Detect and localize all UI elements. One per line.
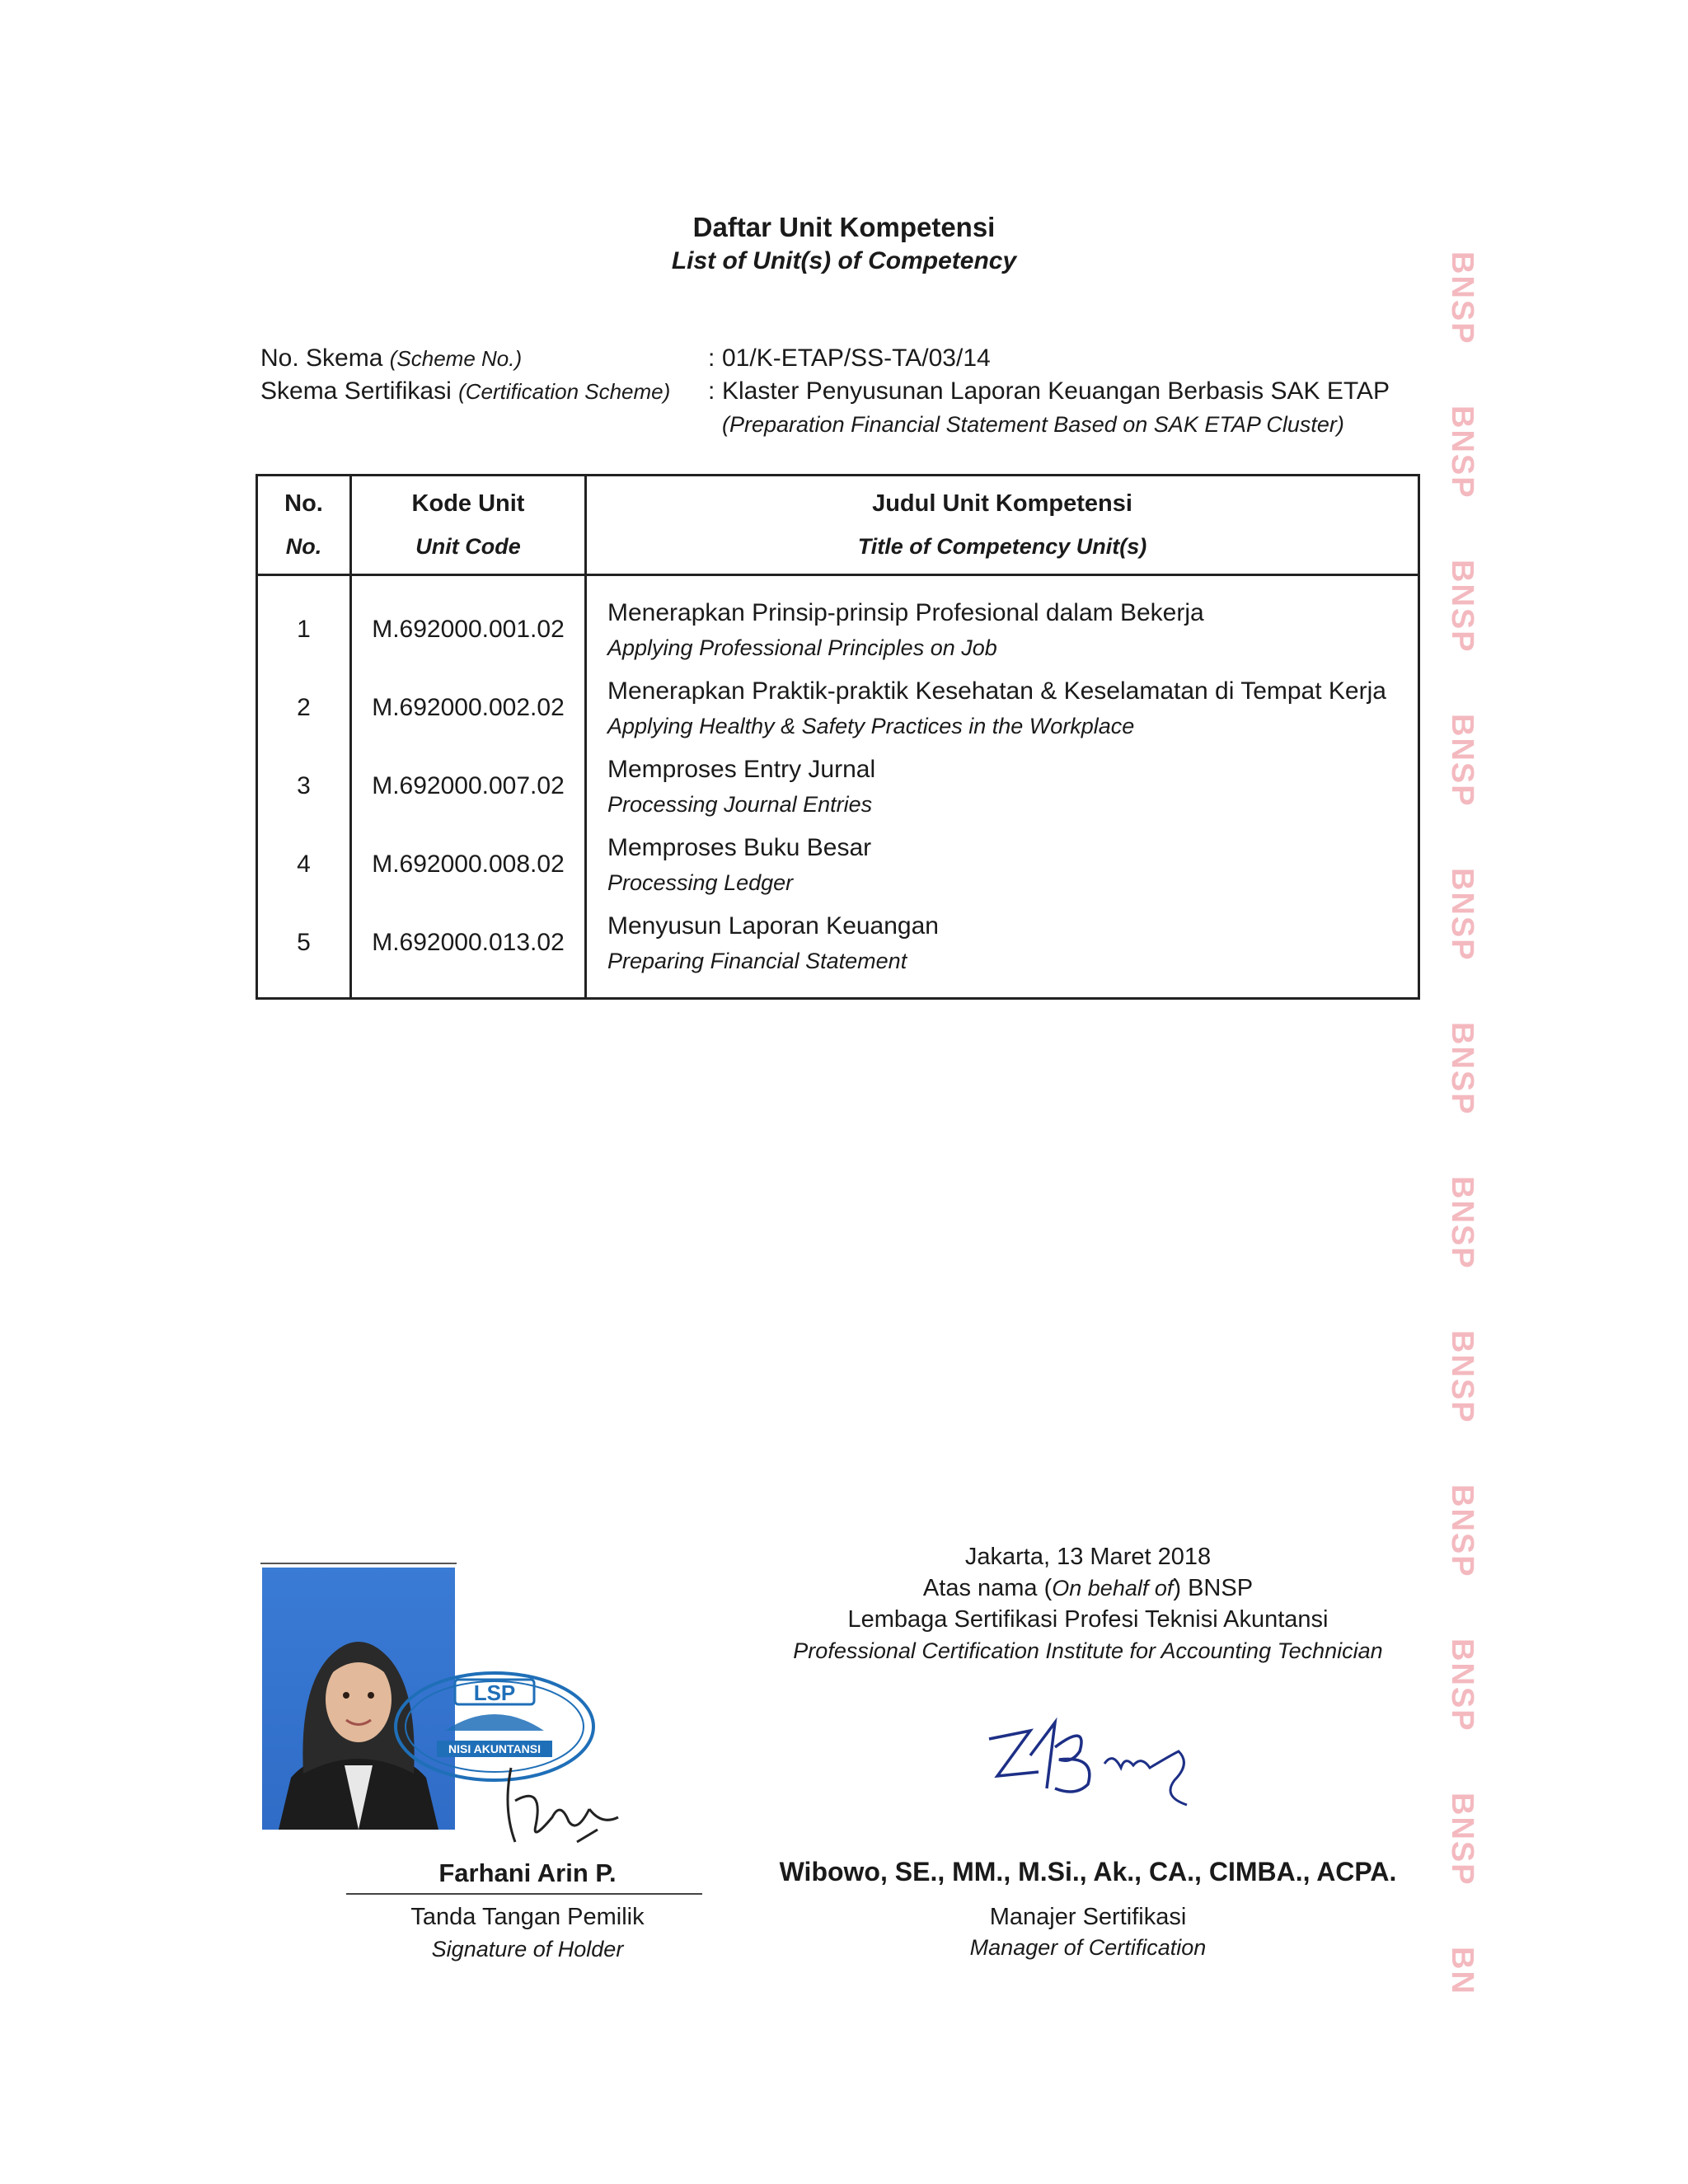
holder-caption: Tanda Tangan Pemilik bbox=[410, 1904, 645, 1930]
scheme-no-label: No. Skema bbox=[260, 344, 383, 372]
row-no: 3 bbox=[257, 747, 351, 825]
bnsp-watermark-partial: BN bbox=[1445, 1947, 1479, 1995]
row-title: Menerapkan Praktik-praktik Kesehatan & Keselamatan di Tempat Kerja Applying Healthy & Safety Practices in the Workplace bbox=[586, 668, 1419, 747]
table-header-row bbox=[257, 476, 1419, 575]
bnsp-watermark: BNSP bbox=[1445, 714, 1479, 808]
manager-title: Manajer Sertifikasi bbox=[989, 1904, 1187, 1930]
manager-name: Wibowo, SE., MM., M.Si., Ak., CA., CIMBA., ACPA. bbox=[779, 1857, 1397, 1886]
bnsp-watermark: BNSP bbox=[1445, 405, 1479, 499]
bnsp-watermark: BNSP bbox=[1445, 1022, 1479, 1116]
row-code: M.692000.008.02 bbox=[351, 825, 586, 903]
bnsp-watermark: BNSP bbox=[1445, 1484, 1479, 1578]
row-code: M.692000.001.02 bbox=[351, 575, 586, 669]
bnsp-watermark: BNSP bbox=[1445, 1638, 1479, 1732]
row-no: 4 bbox=[257, 825, 351, 903]
institute-name: Lembaga Sertifikasi Profesi Teknisi Akuntansi bbox=[847, 1606, 1329, 1633]
bnsp-watermark: BNSP bbox=[1445, 251, 1479, 345]
row-code: M.692000.002.02 bbox=[351, 668, 586, 747]
place-date: Jakarta, 13 Maret 2018 bbox=[964, 1544, 1212, 1570]
photo-top-line bbox=[260, 1563, 457, 1564]
manager-signature bbox=[981, 1706, 1228, 1813]
holder-signature-line bbox=[346, 1893, 702, 1895]
row-no: 2 bbox=[257, 668, 351, 747]
table-row bbox=[257, 575, 1419, 669]
bnsp-watermark: BNSP bbox=[1445, 1330, 1479, 1424]
cert-scheme-value: Klaster Penyusunan Laporan Keuangan Berbasis SAK ETAP bbox=[722, 377, 1390, 405]
table-row bbox=[257, 747, 1419, 825]
table-row bbox=[257, 825, 1419, 903]
cert-scheme-value-en: (Preparation Financial Statement Based on SAK ETAP Cluster) bbox=[722, 412, 1344, 437]
row-title: Memproses Entry Jurnal Processing Journal Entries bbox=[586, 747, 1419, 825]
document-heading bbox=[0, 210, 1688, 278]
on-behalf-line: Atas nama (On behalf of) BNSP bbox=[922, 1575, 1254, 1601]
separator: : bbox=[708, 344, 715, 372]
issuer-block bbox=[742, 1541, 1434, 1666]
stamp-sub-text: NISI AKUNTANSI bbox=[448, 1742, 541, 1755]
row-code: M.692000.013.02 bbox=[351, 903, 586, 999]
institute-name-en: Professional Certification Institute for Accounting Technician bbox=[793, 1638, 1383, 1663]
separator: : bbox=[708, 377, 715, 405]
holder-signature bbox=[495, 1751, 635, 1858]
header-title: Judul Unit Kompetensi Title of Competency Unit(s) bbox=[586, 476, 1419, 575]
header-no: No. No. bbox=[257, 476, 351, 575]
cert-scheme-label-en: (Certification Scheme) bbox=[458, 379, 671, 404]
row-no: 1 bbox=[257, 575, 351, 669]
bnsp-watermark: BNSP bbox=[1445, 1793, 1479, 1886]
manager-title-en: Manager of Certification bbox=[969, 1935, 1207, 1960]
row-code: M.692000.007.02 bbox=[351, 747, 586, 825]
row-title: Menyusun Laporan Keuangan Preparing Financial Statement bbox=[586, 903, 1419, 999]
bnsp-watermark: BNSP bbox=[1445, 560, 1479, 654]
row-title: Menerapkan Prinsip-prinsip Profesional dalam Bekerja Applying Professional Principles on Job bbox=[586, 575, 1419, 669]
holder-name: Farhani Arin P. bbox=[438, 1858, 617, 1887]
table-row bbox=[257, 903, 1419, 999]
row-no: 5 bbox=[257, 903, 351, 999]
competency-units-table bbox=[256, 474, 1420, 1000]
scheme-no-value: 01/K-ETAP/SS-TA/03/14 bbox=[722, 344, 991, 372]
row-title: Memproses Buku Besar Processing Ledger bbox=[586, 825, 1419, 903]
table-row bbox=[257, 668, 1419, 747]
scheme-no-label-en: (Scheme No.) bbox=[389, 346, 523, 371]
bnsp-watermark: BNSP bbox=[1445, 868, 1479, 962]
bnsp-watermark: BNSP bbox=[1445, 1176, 1479, 1270]
stamp-lsp-text: LSP bbox=[473, 1680, 516, 1705]
header-code: Kode Unit Unit Code bbox=[351, 476, 586, 575]
cert-scheme-label: Skema Sertifikasi bbox=[260, 377, 452, 405]
document-title: Daftar Unit Kompetensi bbox=[692, 212, 996, 242]
holder-caption-en: Signature of Holder bbox=[431, 1937, 624, 1961]
document-subtitle: List of Unit(s) of Competency bbox=[671, 247, 1017, 274]
